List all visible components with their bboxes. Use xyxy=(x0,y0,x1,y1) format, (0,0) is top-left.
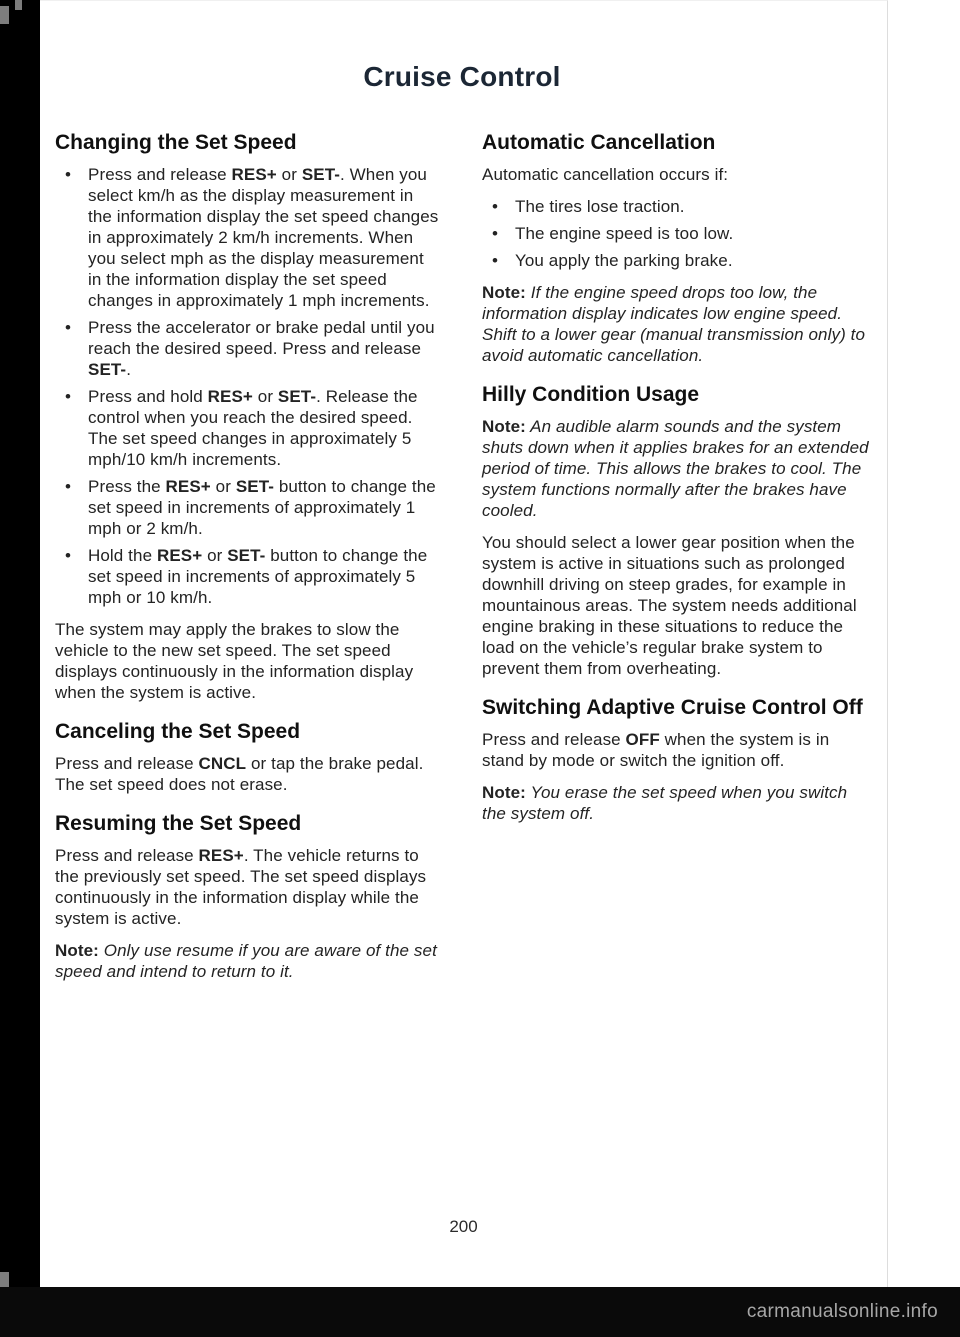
text-segment: The tires lose traction. xyxy=(515,197,685,216)
text-segment: SET- xyxy=(301,165,340,184)
spine-mark xyxy=(15,0,22,10)
text-segment: You erase the set speed when you switch the system off. xyxy=(482,783,848,823)
text-segment: or xyxy=(252,387,278,406)
note xyxy=(55,940,442,982)
text-segment: Automatic Cancellation xyxy=(482,131,716,154)
right-column xyxy=(482,131,869,993)
paragraph xyxy=(482,164,869,185)
text-segment: The engine speed is too low. xyxy=(515,224,734,243)
bullet-item xyxy=(482,223,869,244)
bullet-item xyxy=(55,476,442,539)
section-heading xyxy=(482,696,869,720)
text-segment: or xyxy=(276,165,302,184)
section-heading xyxy=(55,720,442,744)
text-segment: RES+ xyxy=(165,477,211,496)
paragraph xyxy=(482,729,869,771)
text-segment: OFF xyxy=(625,730,660,749)
text-segment: RES+ xyxy=(207,387,253,406)
book-spine xyxy=(0,0,40,1337)
section-heading xyxy=(482,383,869,407)
text-segment: Only use resume if you are aware of the set speed and intend to return to it. xyxy=(55,941,437,981)
text-segment: . xyxy=(126,360,132,379)
text-segment: Press and release xyxy=(55,846,199,865)
text-segment: SET- xyxy=(88,360,127,379)
page-header xyxy=(55,1,869,93)
text-segment: Note: xyxy=(482,417,526,436)
text-segment: button to change the set speed in increments of approximately 5 mph or 10 km/h. xyxy=(88,546,428,607)
watermark-bar xyxy=(0,1287,960,1337)
text-segment: Hold the xyxy=(88,546,157,565)
note xyxy=(482,782,869,824)
text-segment: . Release the control when you reach the desired speed. The set speed changes in approximately 5 mph/10 km/h increments. xyxy=(88,387,418,469)
left-column xyxy=(55,131,442,993)
bullet-item xyxy=(55,386,442,470)
text-segment: or xyxy=(210,477,236,496)
text-segment: or tap the brake pedal. The set speed does not erase. xyxy=(55,754,429,794)
text-segment: Switching Adaptive Cruise Control Off xyxy=(482,696,863,719)
text-segment: Press and hold xyxy=(88,387,208,406)
text-segment: Resuming the Set Speed xyxy=(55,812,302,835)
bullet-item xyxy=(55,164,442,311)
spine-mark xyxy=(0,6,9,24)
text-segment: Press and release xyxy=(55,754,199,773)
watermark-text: carmanualsonline.info xyxy=(746,1301,938,1322)
text-segment: Changing the Set Speed xyxy=(55,131,297,154)
page-number: 200 xyxy=(449,1217,478,1236)
text-segment: Canceling the Set Speed xyxy=(55,720,301,743)
text-segment: Press and release xyxy=(88,165,232,184)
bullet-item xyxy=(55,545,442,608)
text-segment: . The vehicle returns to the previously set speed. The set speed displays continuously in the information display while the system is active. xyxy=(55,846,427,928)
text-segment: Automatic cancellation occurs if: xyxy=(482,165,729,184)
text-segment: SET- xyxy=(277,387,317,406)
paragraph xyxy=(55,753,442,795)
text-segment: or xyxy=(202,546,228,565)
text-segment: You apply the parking brake. xyxy=(515,251,733,270)
text-segment: RES+ xyxy=(198,846,244,865)
text-segment: Note: xyxy=(482,783,526,802)
paragraph xyxy=(55,619,442,703)
text-segment: RES+ xyxy=(156,546,203,565)
section-heading xyxy=(55,131,442,155)
section-heading xyxy=(482,131,869,155)
bullet-item xyxy=(482,196,869,217)
text-segment: RES+ xyxy=(231,165,277,184)
text-segment: Press and release xyxy=(482,730,626,749)
text-segment: The system may apply the brakes to slow the vehicle to the new set speed. The set speed displays continuously in the information display when the system is active. xyxy=(55,620,414,702)
paragraph xyxy=(55,845,442,929)
text-segment: Press the accelerator or brake pedal until you reach the desired speed. Press and release xyxy=(88,318,435,358)
page-title: Cruise Control xyxy=(363,61,561,92)
text-segment: SET- xyxy=(235,477,274,496)
note xyxy=(482,282,869,366)
text-segment: Press the xyxy=(88,477,166,496)
manual-page xyxy=(40,0,888,1287)
text-segment: . When you select km/h as the display measurement in the information display the set speed changes in approximately 2 km/h increments. When you select mph as the display measurement in the information display the set speed changes in approximately 1 mph increments. xyxy=(88,165,439,310)
text-segment: If the engine speed drops too low, the information display indicates low engine speed. Shift to a lower gear (manual transmission only) to avoid automatic cancellation. xyxy=(482,283,866,365)
content-columns xyxy=(55,131,869,993)
text-segment: CNCL xyxy=(198,754,247,773)
bullet-item xyxy=(55,317,442,380)
spine-mark xyxy=(0,1272,9,1288)
text-segment: Note: xyxy=(55,941,99,960)
text-segment: when the system is in stand by mode or switch the ignition off. xyxy=(482,730,830,770)
text-segment: An audible alarm sounds and the system shuts down when it applies brakes for an extended period of time. This allows the brakes to cool. The system functions normally after the brakes have cooled. xyxy=(482,417,869,520)
section-heading xyxy=(55,812,442,836)
bullet-list xyxy=(482,196,869,271)
bullet-list xyxy=(55,164,442,608)
text-segment: You should select a lower gear position when the system is active in situations such as prolonged downhill driving on steep grades, for example in mountainous areas. The system needs additional engine braking in these situations to reduce the load on the vehicle’s regular brake system to prevent them from overheating. xyxy=(482,533,857,678)
text-segment: SET- xyxy=(227,546,266,565)
note xyxy=(482,416,869,521)
paragraph xyxy=(482,532,869,679)
bullet-item xyxy=(482,250,869,271)
text-segment: button to change the set speed in increments of approximately 1 mph or 2 km/h. xyxy=(88,477,436,538)
text-segment: Hilly Condition Usage xyxy=(482,383,700,406)
text-segment: Note: xyxy=(482,283,526,302)
